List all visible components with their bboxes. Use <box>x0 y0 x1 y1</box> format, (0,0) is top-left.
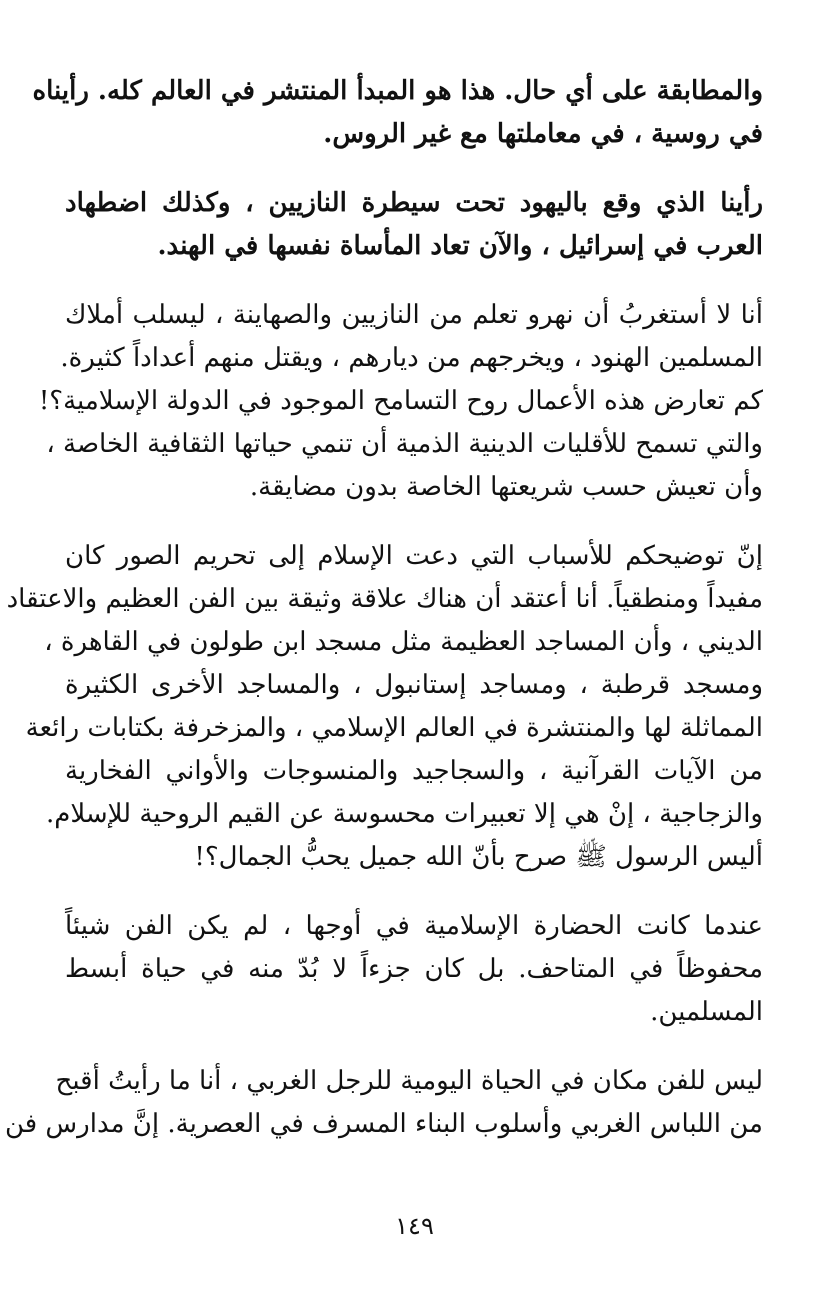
text-line: المسلمين. <box>650 997 763 1027</box>
page-number: ١٤٩ <box>395 1212 434 1240</box>
text-line: أنا لا أستغربُ أن نهرو تعلم من النازيين والصهاينة ، ليسلب أملاك <box>65 300 763 330</box>
text-line: وأن تعيش حسب شريعتها الخاصة بدون مضايقة. <box>249 472 763 502</box>
text-line: ومسجد قرطبة ، ومساجد إستانبول ، والمساجد الأخرى الكثيرة <box>65 670 763 700</box>
text-line: المماثلة لها والمنتشرة في العالم الإسلامي ، والمزخرفة بكتابات رائعة <box>25 713 763 743</box>
text-line: كم تعارض هذه الأعمال روح التسامح الموجود في الدولة الإسلامية؟! <box>38 386 763 416</box>
text-line: الديني ، وأن المساجد العظيمة مثل مسجد ابن طولون في القاهرة ، <box>44 627 763 657</box>
paragraph-3 <box>38 294 763 509</box>
paragraph-5 <box>65 905 763 1034</box>
text-line: من اللباس الغربي وأسلوب البناء المسرف في العصرية. إنَّ مدارس فن <box>4 1109 763 1139</box>
text-line: والمطابقة على أي حال. هذا هو المبدأ المنتشر في العالم كله. رأيناه <box>32 76 763 106</box>
text-line: محفوظاً في المتاحف. بل كان جزءاً لا بُدّ منه في حياة أبسط <box>65 954 763 984</box>
text-line: العرب في إسرائيل ، والآن تعاد المأساة نفسها في الهند. <box>157 231 763 261</box>
text-line: والتي تسمح للأقليات الدينية الذمية أن تنمي حياتها الثقافية الخاصة ، <box>46 429 763 459</box>
paragraph-6 <box>4 1060 763 1146</box>
text-line: ليس للفن مكان في الحياة اليومية للرجل الغربي ، أنا ما رأيتُ أقبح <box>55 1066 763 1096</box>
text-line: مفيداً ومنطقياً. أنا أعتقد أن هناك علاقة وثيقة بين الفن العظيم والاعتقاد <box>6 584 763 614</box>
text-line: إنّ توضيحكم للأسباب التي دعت الإسلام إلى تحريم الصور كان <box>65 541 763 571</box>
text-line: في روسية ، في معاملتها مع غير الروس. <box>323 119 763 149</box>
paragraph-1 <box>32 70 763 156</box>
paragraph-4 <box>6 535 763 879</box>
paragraph-2 <box>65 182 763 268</box>
text-line: عندما كانت الحضارة الإسلامية في أوجها ، لم يكن الفن شيئاً <box>65 911 763 941</box>
text-line: من الآيات القرآنية ، والسجاجيد والمنسوجات والأواني الفخارية <box>65 756 763 786</box>
text-line: أليس الرسول ﷺ صرح بأنّ الله جميل يحبُّ الجمال؟! <box>194 842 763 872</box>
text-line: المسلمين الهنود ، ويخرجهم من ديارهم ، ويقتل منهم أعداداً كثيرة. <box>60 343 763 373</box>
text-line: رأينا الذي وقع باليهود تحت سيطرة النازيين ، وكذلك اضطهاد <box>65 188 763 218</box>
text-line: والزجاجية ، إنْ هي إلا تعبيرات محسوسة عن القيم الروحية للإسلام. <box>45 799 763 829</box>
page-body <box>4 70 763 1172</box>
